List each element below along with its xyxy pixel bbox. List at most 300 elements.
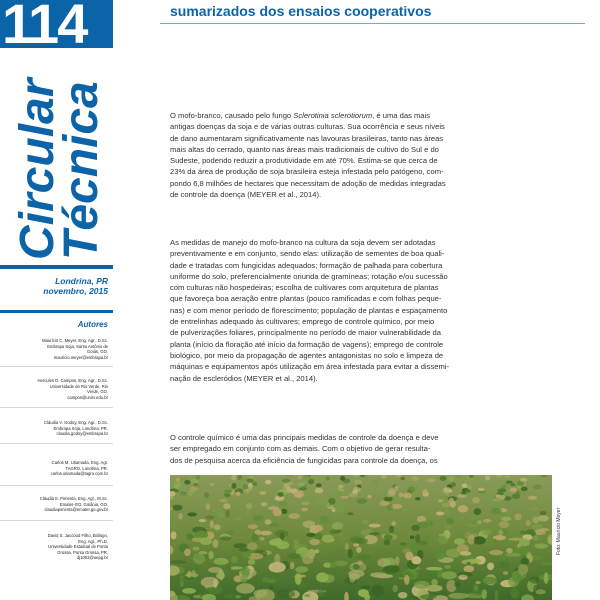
- text-run: O mofo-branco, causado pelo fungo: [170, 111, 294, 120]
- leaf-shape: [538, 515, 549, 521]
- leaf-shape: [280, 533, 285, 540]
- soybean-field-illustration: [170, 475, 552, 600]
- leaf-shape: [224, 490, 232, 493]
- leaf-shape: [504, 475, 510, 478]
- leaf-shape: [411, 543, 420, 553]
- leaf-shape: [216, 572, 225, 579]
- leaf-shape: [348, 512, 354, 515]
- leaf-shape: [510, 488, 518, 493]
- leaf-shape: [399, 492, 403, 497]
- leaf-shape: [206, 504, 210, 511]
- leaf-shape: [519, 531, 530, 534]
- leaf-shape: [510, 588, 519, 599]
- author-separator: [0, 520, 113, 521]
- leaf-shape: [273, 509, 282, 517]
- leaf-shape: [422, 489, 427, 494]
- leaf-shape: [247, 509, 251, 515]
- leaf-shape: [200, 538, 212, 545]
- leaf-shape: [446, 548, 461, 557]
- leaf-shape: [231, 556, 238, 563]
- author-email: carlos.utiamada@tagro.com.br: [50, 471, 108, 477]
- leaf-shape: [223, 503, 230, 509]
- leaf-shape: [489, 550, 503, 555]
- leaf-shape: [395, 556, 400, 565]
- leaf-shape: [431, 579, 438, 586]
- leaf-shape: [298, 483, 304, 487]
- leaf-shape: [336, 505, 345, 512]
- leaf-shape: [236, 583, 255, 593]
- leaf-shape: [454, 581, 460, 587]
- leaf-shape: [233, 517, 242, 520]
- city: Londrina, PR: [55, 276, 108, 286]
- leaf-shape: [277, 589, 295, 599]
- leaf-shape: [252, 482, 257, 487]
- leaf-shape: [314, 525, 323, 532]
- leaf-shape: [528, 496, 538, 500]
- leaf-shape: [360, 586, 371, 590]
- leaf-shape: [350, 576, 356, 582]
- series-title: [11, 20, 116, 260]
- leaf-shape: [446, 518, 454, 525]
- leaf-shape: [529, 576, 539, 584]
- author-email: campos@unirv.edu.br: [67, 394, 108, 400]
- leaf-shape: [301, 502, 309, 506]
- author-entry: [8, 338, 108, 360]
- paragraph-line: que favoreça boa aeração entre plantas (pouco ramificadas e com folhas peque-: [170, 294, 442, 304]
- leaf-shape: [411, 525, 419, 531]
- leaf-shape: [395, 485, 399, 488]
- author-email: mauricio.meyer@embrapa.br: [53, 354, 108, 360]
- leaf-shape: [309, 539, 320, 545]
- paragraph-line: máquinas e equipamentos após utilização em área infestada para evitar a dissemi-: [170, 362, 450, 372]
- leaf-shape: [487, 563, 494, 571]
- author-line: Universidade de Rio Verde, Rio: [49, 383, 108, 389]
- leaf-shape: [465, 490, 470, 493]
- author-separator: [0, 485, 113, 486]
- leaf-shape: [171, 531, 177, 539]
- leaf-shape: [309, 496, 318, 501]
- leaf-shape: [415, 497, 421, 500]
- paragraph-line: antigas doenças da soja e de várias outras culturas. Sua ocorrência e seus níveis: [170, 122, 445, 132]
- leaf-shape: [442, 503, 450, 508]
- leaf-shape: [449, 477, 454, 482]
- leaf-shape: [231, 483, 236, 489]
- leaf-shape: [269, 585, 273, 589]
- author-line: Goiás, GO.: [87, 349, 108, 355]
- leaf-shape: [532, 517, 539, 524]
- leaf-shape: [356, 498, 366, 504]
- leaf-shape: [482, 529, 492, 535]
- leaf-shape: [403, 493, 412, 499]
- leaf-shape: [231, 475, 237, 480]
- leaf-shape: [450, 482, 456, 487]
- leaf-shape: [369, 524, 381, 528]
- leaf-shape: [247, 542, 258, 550]
- leaf-shape: [302, 508, 308, 512]
- leaf-shape: [427, 478, 436, 482]
- leaf-shape: [384, 540, 390, 546]
- leaf-shape: [188, 492, 193, 495]
- leaf-shape: [243, 492, 247, 497]
- leaf-shape: [512, 494, 521, 499]
- leaf-shape: [278, 492, 284, 497]
- leaf-shape: [340, 496, 349, 499]
- photo-credit: Foto: Maurício Meyer: [556, 507, 562, 555]
- leaf-shape: [330, 562, 338, 568]
- leaf-shape: [411, 476, 419, 481]
- author-line: Cláudia E. Pimenta, Eng. Agr., M.Sc.: [39, 496, 108, 501]
- paragraph-line: dade e tratadas com fungicidas adequados; formação de palhada para cobertura: [170, 260, 443, 270]
- leaf-shape: [400, 477, 405, 481]
- leaf-shape: [253, 515, 263, 521]
- leaf-shape: [265, 519, 272, 524]
- header-divider: [160, 23, 585, 24]
- leaf-shape: [243, 484, 248, 490]
- leaf-shape: [240, 478, 248, 481]
- leaf-shape: [521, 486, 528, 491]
- leaf-shape: [526, 520, 531, 526]
- leaf-shape: [532, 524, 543, 530]
- paragraph-line: O controle químico é uma das principais medidas de controle da doença e deve: [170, 433, 439, 442]
- leaf-shape: [330, 530, 342, 535]
- leaf-shape: [302, 475, 310, 480]
- leaf-shape: [492, 498, 501, 502]
- leaf-shape: [383, 565, 400, 573]
- leaf-shape: [187, 571, 191, 578]
- author-line: Cláudia V. Godoy, Eng. Agr., D.Sc.: [43, 420, 108, 425]
- leaf-shape: [246, 503, 252, 509]
- author-line: Maurício C. Meyer, Eng. Agr., D.Sc.: [42, 338, 108, 343]
- leaf-shape: [440, 476, 447, 481]
- leaf-shape: [315, 533, 323, 540]
- leaf-shape: [462, 483, 468, 488]
- leaf-shape: [223, 594, 236, 599]
- author-email: dj1002@uepg.br: [76, 555, 108, 561]
- species-name: Sclerotinia sclerotiorum: [293, 111, 373, 120]
- leaf-shape: [282, 479, 290, 483]
- leaf-shape: [399, 542, 407, 545]
- leaf-shape: [454, 491, 460, 494]
- leaf-shape: [354, 479, 362, 484]
- leaf-shape: [424, 534, 431, 540]
- soybean-field-photo: [170, 475, 552, 600]
- leaf-shape: [182, 588, 196, 594]
- paragraph-line: de dano aumentaram significativamente nas lavouras brasileiras, tanto nas áreas: [170, 133, 444, 143]
- leaf-shape: [356, 547, 361, 553]
- leaf-shape: [353, 543, 359, 546]
- author-line: Emater-GO, Goiânia, GO.: [59, 501, 108, 507]
- author-line: Grossa, Ponta Grossa, PR.: [57, 549, 108, 555]
- leaf-shape: [340, 476, 345, 481]
- text-run: , é uma das mais: [372, 111, 431, 120]
- leaf-shape: [208, 551, 214, 559]
- author-separator: [0, 443, 113, 444]
- leaf-shape: [213, 539, 219, 548]
- leaf-shape: [332, 507, 336, 512]
- author-line: David S. Jaccoud Filho, Biólogo,: [47, 533, 108, 538]
- leaf-shape: [294, 491, 304, 498]
- leaf-shape: [226, 510, 230, 518]
- leaf-shape: [231, 503, 236, 507]
- leaf-shape: [299, 487, 307, 490]
- leaf-shape: [387, 493, 392, 497]
- leaf-shape: [223, 493, 229, 496]
- paragraph-line: Sudeste, podendo reduzir a produtividade em até 70%. Estima-se que cerca de: [170, 156, 438, 166]
- leaf-shape: [287, 553, 300, 559]
- city-date: [43, 276, 108, 296]
- leaf-shape: [290, 562, 294, 569]
- leaf-shape: [332, 522, 343, 530]
- leaf-shape: [458, 575, 468, 580]
- leaf-shape: [248, 524, 258, 529]
- paragraph-line: pondo 6,8 milhões de hectares que necessitam de adoção de medidas integradas: [170, 178, 446, 188]
- author-separator: [0, 366, 113, 367]
- leaf-shape: [460, 551, 472, 556]
- author-entry: [8, 533, 108, 561]
- leaf-shape: [357, 560, 363, 565]
- leaf-shape: [514, 513, 521, 520]
- leaf-shape: [326, 477, 330, 481]
- leaf-shape: [319, 516, 329, 524]
- leaf-shape: [521, 558, 530, 565]
- leaf-shape: [239, 548, 249, 552]
- leaf-shape: [262, 577, 270, 583]
- leaf-shape: [426, 567, 442, 571]
- leaf-shape: [194, 485, 202, 488]
- leaf-shape: [444, 565, 451, 569]
- leaf-shape: [418, 540, 428, 545]
- leaf-shape: [384, 497, 393, 502]
- leaf-shape: [269, 539, 282, 546]
- leaf-shape: [261, 502, 268, 506]
- leaf-shape: [436, 512, 444, 516]
- leaf-shape: [329, 538, 335, 541]
- leaf-shape: [184, 549, 191, 557]
- leaf-shape: [184, 480, 190, 485]
- leaf-shape: [178, 513, 182, 520]
- author-separator: [0, 407, 113, 408]
- leaf-shape: [328, 498, 335, 505]
- leaf-shape: [541, 562, 552, 565]
- leaf-shape: [233, 543, 246, 548]
- leaf-shape: [410, 535, 414, 539]
- leaf-shape: [204, 492, 209, 498]
- leaf-shape: [367, 495, 371, 498]
- leaf-shape: [498, 561, 510, 569]
- leaf-shape: [172, 505, 182, 511]
- leaf-shape: [475, 581, 480, 584]
- leaf-shape: [338, 485, 344, 488]
- authors-heading: Autores: [77, 320, 108, 329]
- leaf-shape: [438, 499, 443, 502]
- paragraph-line: [170, 110, 575, 121]
- leaf-shape: [362, 520, 368, 524]
- author-entry: [8, 496, 108, 513]
- leaf-shape: [171, 560, 186, 563]
- leaf-shape: [370, 572, 387, 577]
- leaf-shape: [503, 571, 508, 574]
- leaf-shape: [535, 543, 549, 548]
- leaf-shape: [428, 520, 434, 527]
- leaf-shape: [210, 520, 214, 528]
- author-entry: [8, 420, 108, 437]
- leaf-shape: [498, 530, 503, 536]
- leaf-shape: [483, 519, 491, 523]
- paragraph-line: mais altas do cerrado, quanto nas áreas mais tradicionais de cultivo do Sul e do: [170, 144, 439, 154]
- leaf-shape: [454, 538, 465, 545]
- leaf-shape: [348, 493, 358, 497]
- leaf-shape: [477, 520, 482, 524]
- leaf-shape: [472, 497, 480, 503]
- leaf-shape: [199, 519, 207, 522]
- leaf-shape: [248, 559, 255, 565]
- leaf-shape: [441, 493, 446, 499]
- leaf-shape: [457, 494, 466, 498]
- sidebar-divider: [0, 265, 113, 269]
- paragraph-line: As medidas de manejo do mofo-branco na cultura da soja devem ser adotadas: [170, 238, 436, 247]
- leaf-shape: [499, 521, 510, 528]
- leaf-shape: [466, 562, 471, 565]
- leaf-shape: [371, 480, 378, 485]
- leaf-shape: [389, 526, 394, 533]
- paragraph-line: planta (início da floração até início da formação de vagens); emprego de controle: [170, 339, 444, 349]
- leaf-shape: [519, 538, 530, 546]
- leaf-shape: [438, 536, 448, 545]
- leaf-shape: [473, 536, 486, 544]
- leaf-shape: [384, 534, 393, 540]
- leaf-shape: [393, 585, 398, 593]
- leaf-shape: [501, 517, 511, 521]
- leaf-shape: [506, 481, 513, 484]
- leaf-shape: [435, 550, 446, 559]
- paragraph-line: biológico, por meio da propagação de agentes antagonistas no solo e limpeza de: [170, 350, 444, 360]
- leaf-shape: [345, 543, 349, 550]
- leaf-shape: [176, 478, 180, 482]
- author-entry: [8, 460, 108, 477]
- leaf-shape: [520, 478, 527, 482]
- leaf-shape: [222, 545, 232, 550]
- leaf-shape: [533, 485, 542, 490]
- author-line: Embrapa Soja, Santo Antônio de: [47, 343, 108, 349]
- leaf-shape: [466, 524, 477, 527]
- leaf-shape: [240, 575, 248, 583]
- leaf-shape: [420, 594, 437, 599]
- paragraph-management: [170, 237, 575, 384]
- author-email: claudia.godoy@embrapa.br: [56, 431, 108, 437]
- leaf-shape: [219, 499, 227, 502]
- leaf-shape: [449, 498, 455, 504]
- leaf-shape: [458, 505, 468, 513]
- paragraph-line: nas) e com menor período de florescimento; população de plantas e espaçamento: [170, 305, 448, 315]
- author-line: TAGRO, Londrina, PR.: [65, 465, 108, 471]
- leaf-shape: [535, 589, 545, 594]
- paragraph-line: preventivamente e em conjunto, sendo elas: utilização de sementes de boa quali-: [170, 249, 445, 259]
- leaf-shape: [247, 479, 254, 483]
- leaf-shape: [295, 573, 302, 585]
- leaf-shape: [348, 549, 353, 559]
- leaf-shape: [218, 512, 225, 517]
- leaf-shape: [485, 475, 490, 480]
- leaf-shape: [404, 575, 409, 585]
- leaf-shape: [493, 539, 497, 544]
- leaf-shape: [414, 581, 430, 589]
- date: novembro, 2015: [43, 286, 108, 296]
- leaf-shape: [478, 488, 485, 491]
- page-header-title: sumarizados dos ensaios cooperativos: [170, 3, 432, 19]
- paragraph-intro: [170, 110, 575, 200]
- leaf-shape: [444, 509, 450, 516]
- leaf-shape: [316, 572, 328, 582]
- author-line: Embrapa Soja, Londrina, PR.: [53, 425, 108, 431]
- leaf-shape: [192, 546, 199, 550]
- leaf-shape: [303, 521, 316, 528]
- leaf-shape: [209, 483, 214, 486]
- leaf-shape: [491, 508, 502, 514]
- leaf-shape: [265, 480, 271, 485]
- leaf-shape: [442, 571, 457, 579]
- leaf-shape: [220, 536, 232, 540]
- leaf-shape: [208, 567, 222, 573]
- author-email: claudiapimenta@emater.go.gov.br: [44, 507, 108, 513]
- leaf-shape: [529, 507, 539, 511]
- author-line: Verde, GO.: [87, 389, 108, 395]
- leaf-shape: [288, 513, 300, 519]
- leaf-shape: [511, 483, 516, 486]
- leaf-shape: [259, 491, 266, 495]
- series-title-line2: Técnica: [55, 81, 108, 260]
- leaf-shape: [316, 483, 322, 487]
- leaf-shape: [332, 492, 338, 498]
- author-entry: [8, 378, 108, 400]
- leaf-shape: [468, 535, 475, 545]
- leaf-shape: [403, 509, 411, 514]
- paragraph-chemical-control: [170, 432, 575, 466]
- paragraph-line: de controle da doença (MEYER et al., 2014).: [170, 190, 322, 200]
- leaf-shape: [513, 573, 522, 582]
- paragraph-line: nação de escleródios (MEYER et al., 2014).: [170, 373, 318, 383]
- author-line: Universidade Estadual de Ponta: [48, 544, 108, 550]
- leaf-shape: [193, 553, 205, 564]
- leaf-shape: [460, 517, 465, 521]
- leaf-shape: [444, 525, 452, 529]
- paragraph-line: dos de pesquisa acerca da eficiência de fungicidas para controle da doença, os: [170, 455, 438, 465]
- leaf-shape: [483, 577, 498, 584]
- leaf-shape: [201, 577, 219, 588]
- leaf-shape: [540, 511, 547, 515]
- leaf-shape: [304, 594, 310, 597]
- leaf-shape: [482, 589, 487, 599]
- leaf-shape: [214, 558, 229, 565]
- leaf-shape: [205, 516, 215, 520]
- author-line: Carlos M. Utiamada, Eng. Agr.: [51, 460, 108, 465]
- paragraph-line: de pulverizações foliares, principalmente no período de maior vulnerabilidade da: [170, 328, 442, 338]
- leaf-shape: [506, 548, 512, 553]
- leaf-shape: [533, 536, 539, 541]
- leaf-shape: [398, 592, 407, 598]
- paragraph-line: ser empregado em conjunto com as demais. Com o objetivo de gerar resulta-: [170, 444, 431, 454]
- leaf-shape: [318, 589, 326, 597]
- leaf-shape: [350, 536, 362, 543]
- issue-number: 114: [2, 0, 87, 55]
- leaf-shape: [278, 502, 287, 506]
- leaf-shape: [295, 566, 308, 572]
- leaf-shape: [241, 551, 251, 558]
- leaf-shape: [260, 537, 265, 541]
- leaf-shape: [187, 512, 197, 516]
- sidebar-divider: [0, 310, 113, 313]
- leaf-shape: [269, 562, 286, 573]
- leaf-shape: [391, 521, 396, 526]
